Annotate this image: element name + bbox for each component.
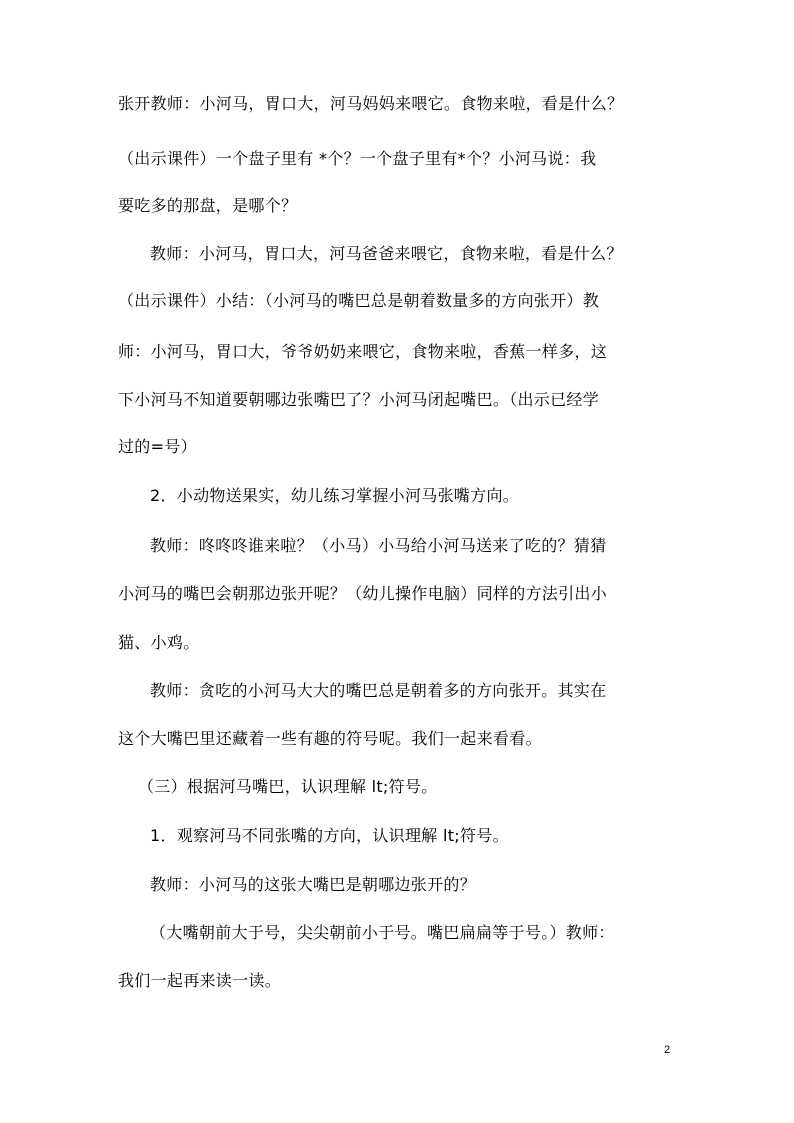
text-line: 教师：咚咚咚谁来啦？（小马）小马给小河马送来了吃的？猜猜	[150, 536, 607, 555]
text-line: 教师：小河马的这张大嘴巴是朝哪边张开的？	[150, 875, 477, 894]
text-line: 这个大嘴巴里还藏着一些有趣的符号呢。我们一起来看看。	[118, 729, 542, 748]
text-line: 张开教师：小河马，胃口大，河马妈妈来喂它。食物来啦，看是什么？	[118, 94, 624, 113]
page-number: 2	[664, 1044, 671, 1056]
text-line: 过的=号）	[118, 437, 197, 456]
text-line: 1．观察河马不同张嘴的方向，认识理解 lt;符号。	[150, 826, 509, 845]
text-line: 我们一起再来读一读。	[118, 971, 282, 990]
text-line: （出示课件）小结：（小河马的嘴巴总是朝着数量多的方向张开）教	[118, 291, 600, 310]
text-line: 下小河马不知道要朝哪边张嘴巴了？小河马闭起嘴巴。（出示已经学	[118, 390, 600, 409]
text-line: 要吃多的那盘，是哪个？	[118, 196, 298, 215]
text-line: 教师：小河马，胃口大，河马爸爸来喂它，食物来啦，看是什么？	[150, 244, 623, 263]
text-line: 小河马的嘴巴会朝那边张开呢？（幼儿操作电脑）同样的方法引出小	[118, 584, 608, 603]
text-line: 教师：贪吃的小河马大大的嘴巴总是朝着多的方向张开。其实在	[150, 681, 607, 700]
text-line: 2．小动物送果实，幼儿练习掌握小河马张嘴方向。	[150, 486, 520, 505]
text-line: （大嘴朝前大于号，尖尖朝前小于号。嘴巴扁扁等于号。）教师：	[150, 923, 615, 942]
text-line: 猫、小鸡。	[118, 633, 200, 652]
text-line: （出示课件）一个盘子里有 *个？一个盘子里有*个？小河马说：我	[118, 149, 597, 168]
text-line: （三）根据河马嘴巴，认识理解 lt;符号。	[138, 777, 438, 796]
text-line: 师：小河马，胃口大，爷爷奶奶来喂它，食物来啦，香蕉一样多，这	[118, 342, 608, 361]
